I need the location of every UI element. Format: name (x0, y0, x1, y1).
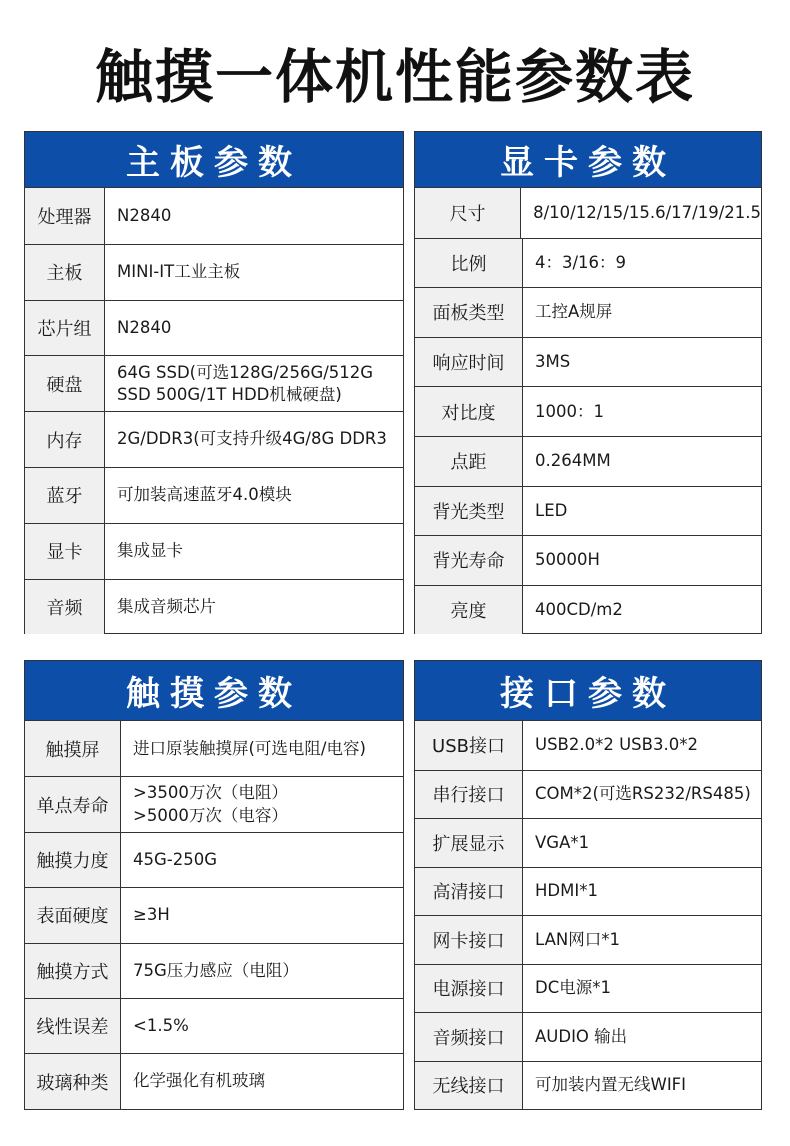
display-row-value: 3MS (535, 351, 571, 371)
display-row-key: 比例 (415, 239, 523, 288)
display-row-key: 点距 (415, 437, 523, 486)
mainboard-row-key: 内存 (25, 412, 105, 467)
mainboard-row (25, 300, 403, 356)
mainboard-row-value: N2840 (117, 205, 172, 225)
display-row-key: 尺寸 (415, 188, 521, 238)
display-row-value: LED (535, 500, 568, 520)
display-row (415, 287, 761, 337)
display-rows (415, 188, 761, 634)
display-row-value: 4：3/16：9 (535, 252, 627, 272)
ports-row-value: 可加装内置无线WIFI (535, 1075, 687, 1095)
mainboard-row-value: MINI-IT工业主板 (117, 262, 241, 282)
mainboard-row-key: 音频 (25, 580, 105, 635)
ports-row-value: USB2.0*2 USB3.0*2 (535, 735, 698, 755)
ports-row-key: 无线接口 (415, 1062, 523, 1110)
touch-row-value: 化学强化有机玻璃 (133, 1071, 265, 1091)
touch-row (25, 721, 403, 776)
mainboard-row-value: 集成音频芯片 (117, 596, 216, 616)
touch-header: 触摸参数 (25, 661, 403, 721)
mainboard-row-key: 芯片组 (25, 301, 105, 356)
ports-row (415, 770, 761, 819)
ports-row-key: 串行接口 (415, 771, 523, 819)
mainboard-row-key: 处理器 (25, 188, 105, 244)
touch-row (25, 776, 403, 831)
display-row-value: 8/10/12/15/15.6/17/19/21.5 (533, 202, 761, 222)
display-row-value: 400CD/m2 (535, 599, 623, 619)
ports-row-key: 电源接口 (415, 965, 523, 1013)
touch-row-key: 触摸屏 (25, 721, 121, 776)
ports-row-key: 音频接口 (415, 1013, 523, 1061)
mainboard-header: 主板参数 (25, 132, 403, 188)
ports-row-value: COM*2(可选RS232/RS485) (535, 784, 751, 804)
display-row-key: 亮度 (415, 586, 523, 635)
touch-panel (24, 660, 404, 1110)
touch-row-value: 75G压力感应（电阻） (133, 960, 299, 980)
ports-row-key: 高清接口 (415, 868, 523, 916)
touch-row (25, 832, 403, 887)
mainboard-row (25, 467, 403, 523)
ports-row-value: HDMI*1 (535, 881, 598, 901)
ports-row (415, 721, 761, 770)
display-row (415, 585, 761, 635)
display-row (415, 386, 761, 436)
touch-rows (25, 721, 403, 1109)
touch-row-key: 线性误差 (25, 999, 121, 1053)
touch-row-value: <1.5% (133, 1016, 189, 1036)
ports-row-key: USB接口 (415, 721, 523, 770)
ports-row-value: DC电源*1 (535, 978, 611, 998)
display-row (415, 337, 761, 387)
display-row-key: 面板类型 (415, 288, 523, 337)
display-row-value: 50000H (535, 550, 600, 570)
mainboard-row-key: 硬盘 (25, 356, 105, 411)
touch-row-value: 45G-250G (133, 849, 218, 869)
mainboard-row-value: 可加装高速蓝牙4.0模块 (117, 485, 292, 505)
page-title: 触摸一体机性能参数表 (94, 43, 695, 111)
touch-row (25, 998, 403, 1053)
touch-row (25, 1053, 403, 1108)
ports-header: 接口参数 (415, 661, 761, 721)
mainboard-panel (24, 131, 404, 634)
mainboard-row (25, 244, 403, 300)
ports-row-key: 扩展显示 (415, 819, 523, 867)
mainboard-row-key: 显卡 (25, 524, 105, 579)
mainboard-rows (25, 188, 403, 634)
mainboard-row-value: 2G/DDR3(可支持升级4G/8G DDR3 (117, 429, 387, 449)
touch-row (25, 943, 403, 998)
display-row (415, 436, 761, 486)
mainboard-row (25, 188, 403, 244)
touch-row-key: 触摸力度 (25, 833, 121, 887)
mainboard-row-value: 集成显卡 (117, 541, 183, 561)
mainboard-row (25, 411, 403, 467)
touch-row (25, 887, 403, 942)
ports-row (415, 1012, 761, 1061)
ports-row (415, 867, 761, 916)
ports-row (415, 915, 761, 964)
mainboard-row (25, 355, 403, 411)
ports-row-value: LAN网口*1 (535, 929, 620, 949)
ports-panel (414, 660, 762, 1110)
ports-row (415, 964, 761, 1013)
touch-row-key: 玻璃种类 (25, 1054, 121, 1108)
mainboard-row-key: 蓝牙 (25, 468, 105, 523)
touch-row-key: 触摸方式 (25, 944, 121, 998)
mainboard-row-value: 64G SSD(可选128G/256G/512G SSD 500G/1T HDD机械硬盘) (117, 362, 374, 404)
touch-row-value: ≥3H (133, 905, 170, 925)
touch-row-value: 进口原装触摸屏(可选电阻/电容) (133, 738, 366, 758)
ports-row-value: AUDIO 输出 (535, 1026, 628, 1046)
display-row-key: 对比度 (415, 387, 523, 436)
ports-row-key: 网卡接口 (415, 916, 523, 964)
display-row-key: 背光寿命 (415, 536, 523, 585)
touch-row-key: 表面硬度 (25, 888, 121, 942)
display-row (415, 535, 761, 585)
display-row-key: 响应时间 (415, 338, 523, 387)
display-row-value: 工控A规屏 (535, 302, 613, 322)
ports-row-value: VGA*1 (535, 832, 590, 852)
display-row (415, 486, 761, 536)
mainboard-row (25, 579, 403, 635)
display-panel (414, 131, 762, 634)
ports-row (415, 1061, 761, 1110)
touch-row-key: 单点寿命 (25, 777, 121, 831)
display-row-value: 0.264MM (535, 451, 611, 471)
mainboard-row-key: 主板 (25, 245, 105, 300)
display-header: 显卡参数 (415, 132, 761, 188)
display-row (415, 238, 761, 288)
mainboard-row-value: N2840 (117, 317, 172, 337)
display-row-key: 背光类型 (415, 487, 523, 536)
ports-row (415, 818, 761, 867)
display-row-value: 1000：1 (535, 401, 604, 421)
display-row (415, 188, 761, 238)
touch-row-value: >3500万次（电阻） >5000万次（电容） (133, 783, 288, 825)
mainboard-row (25, 523, 403, 579)
ports-rows (415, 721, 761, 1109)
